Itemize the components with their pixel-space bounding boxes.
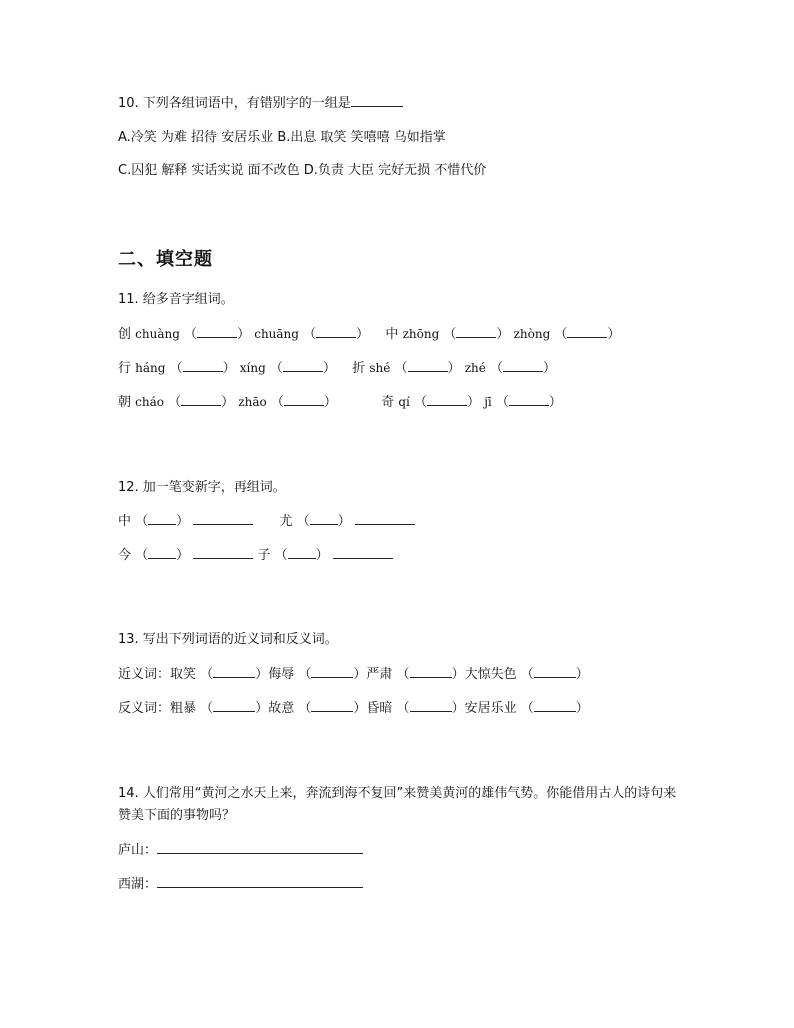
word-blank[interactable] bbox=[193, 546, 253, 559]
answer-blank[interactable] bbox=[311, 665, 353, 678]
right-paren: ） bbox=[447, 361, 461, 376]
antonym-word: 故意 bbox=[268, 701, 295, 716]
antonym-word: 安居乐业 bbox=[464, 701, 517, 716]
poem-answer-blank[interactable] bbox=[157, 875, 363, 888]
right-paren: ） bbox=[255, 701, 269, 716]
left-paren: （ bbox=[396, 667, 410, 682]
right-paren: ） bbox=[496, 327, 510, 342]
q11-pinyin: jī bbox=[484, 395, 492, 409]
right-paren: ） bbox=[575, 667, 589, 682]
q12-char: 子 bbox=[257, 548, 271, 563]
q11-pinyin: cháo bbox=[135, 395, 164, 409]
answer-blank[interactable] bbox=[183, 359, 223, 372]
new-char-blank[interactable] bbox=[310, 512, 338, 525]
q11-char: 奇 bbox=[381, 395, 395, 410]
left-paren: （ bbox=[135, 548, 149, 563]
q10-stem-line bbox=[118, 94, 403, 113]
antonym-label: 反义词： bbox=[118, 701, 171, 716]
left-paren: （ bbox=[168, 395, 182, 410]
q13-synonyms-row bbox=[118, 665, 589, 684]
q12-char: 中 bbox=[118, 514, 132, 529]
right-paren: ） bbox=[337, 514, 351, 529]
q10-option-cd: C.囚犯 解释 实话实说 面不改色 D.负责 大臣 完好无损 不惜代价 bbox=[118, 163, 487, 178]
answer-blank[interactable] bbox=[181, 393, 221, 406]
q11-char: 创 bbox=[118, 327, 132, 342]
right-paren: ） bbox=[451, 701, 465, 716]
right-paren: ） bbox=[315, 548, 329, 563]
answer-blank[interactable] bbox=[503, 359, 543, 372]
q12-char: 尤 bbox=[279, 514, 293, 529]
left-paren: （ bbox=[200, 701, 214, 716]
left-paren: （ bbox=[303, 327, 317, 342]
right-paren: ） bbox=[176, 514, 190, 529]
q12-stem: 12. 加一笔变新字，再组词。 bbox=[118, 480, 286, 495]
right-paren: ） bbox=[451, 667, 465, 682]
synonym-word: 侮辱 bbox=[268, 667, 295, 682]
q11-char: 中 bbox=[385, 327, 399, 342]
section-title: 二、填空题 bbox=[118, 249, 213, 270]
q12-row-2 bbox=[118, 546, 393, 565]
q11-pinyin: xíng bbox=[239, 361, 266, 375]
right-paren: ） bbox=[255, 667, 269, 682]
right-paren: ） bbox=[353, 667, 367, 682]
answer-blank[interactable] bbox=[456, 325, 496, 338]
left-paren: （ bbox=[414, 395, 428, 410]
new-char-blank[interactable] bbox=[148, 546, 176, 559]
answer-blank[interactable] bbox=[427, 393, 467, 406]
right-paren: ） bbox=[607, 327, 621, 342]
synonym-word: 严肃 bbox=[366, 667, 393, 682]
word-blank[interactable] bbox=[333, 546, 393, 559]
poem-answer-blank[interactable] bbox=[157, 841, 363, 854]
left-paren: （ bbox=[298, 701, 312, 716]
left-paren: （ bbox=[490, 361, 504, 376]
left-paren: （ bbox=[274, 548, 288, 563]
left-paren: （ bbox=[135, 514, 149, 529]
q11-pinyin: zhāo bbox=[238, 395, 267, 409]
q14-item-1 bbox=[118, 841, 363, 860]
left-paren: （ bbox=[200, 667, 214, 682]
left-paren: （ bbox=[184, 327, 198, 342]
word-blank[interactable] bbox=[193, 512, 253, 525]
q12-char: 今 bbox=[118, 548, 132, 563]
q12-row-1 bbox=[118, 512, 415, 531]
answer-blank[interactable] bbox=[284, 393, 324, 406]
q11-row-1 bbox=[118, 325, 620, 344]
q14-item-label: 庐山： bbox=[118, 843, 158, 858]
left-paren: （ bbox=[296, 514, 310, 529]
q11-char: 行 bbox=[118, 361, 132, 376]
right-paren: ） bbox=[467, 395, 481, 410]
antonym-word: 昏暗 bbox=[366, 701, 393, 716]
answer-blank[interactable] bbox=[509, 393, 549, 406]
q11-pinyin: chuāng bbox=[254, 327, 299, 341]
right-paren: ） bbox=[353, 701, 367, 716]
answer-blank[interactable] bbox=[410, 699, 452, 712]
q14-item-2 bbox=[118, 875, 363, 894]
left-paren: （ bbox=[495, 395, 509, 410]
q11-pinyin: chuàng bbox=[135, 327, 180, 341]
antonym-word: 粗暴 bbox=[170, 701, 197, 716]
right-paren: ） bbox=[322, 361, 336, 376]
left-paren: （ bbox=[169, 361, 183, 376]
answer-blank[interactable] bbox=[213, 699, 255, 712]
q11-row-3 bbox=[118, 393, 562, 412]
q13-antonyms-row bbox=[118, 699, 589, 718]
answer-blank[interactable] bbox=[197, 325, 237, 338]
q11-pinyin: qí bbox=[398, 395, 410, 409]
answer-blank[interactable] bbox=[534, 699, 576, 712]
left-paren: （ bbox=[270, 395, 284, 410]
q10-answer-blank[interactable] bbox=[351, 94, 403, 107]
answer-blank[interactable] bbox=[316, 325, 356, 338]
left-paren: （ bbox=[396, 701, 410, 716]
right-paren: ） bbox=[575, 701, 589, 716]
right-paren: ） bbox=[548, 395, 562, 410]
q11-row-2 bbox=[118, 359, 556, 378]
synonym-label: 近义词： bbox=[118, 667, 171, 682]
q11-pinyin: zhòng bbox=[513, 327, 551, 341]
answer-blank[interactable] bbox=[534, 665, 576, 678]
q11-pinyin: zhōng bbox=[402, 327, 440, 341]
q14-item-label: 西湖： bbox=[118, 877, 158, 892]
q13-stem: 13. 写出下列词语的近义词和反义词。 bbox=[118, 632, 338, 647]
q11-char: 折 bbox=[352, 361, 366, 376]
synonym-word: 取笑 bbox=[170, 667, 197, 682]
new-char-blank[interactable] bbox=[148, 512, 176, 525]
q11-pinyin: háng bbox=[135, 361, 166, 375]
left-paren: （ bbox=[443, 327, 457, 342]
left-paren: （ bbox=[269, 361, 283, 376]
answer-blank[interactable] bbox=[408, 359, 448, 372]
answer-blank[interactable] bbox=[311, 699, 353, 712]
new-char-blank[interactable] bbox=[288, 546, 316, 559]
right-paren: ） bbox=[176, 548, 190, 563]
q11-pinyin: shé bbox=[369, 361, 391, 375]
right-paren: ） bbox=[543, 361, 557, 376]
right-paren: ） bbox=[237, 327, 251, 342]
right-paren: ） bbox=[356, 327, 370, 342]
answer-blank[interactable] bbox=[283, 359, 323, 372]
left-paren: （ bbox=[394, 361, 408, 376]
left-paren: （ bbox=[520, 701, 534, 716]
q11-char: 朝 bbox=[118, 395, 132, 410]
left-paren: （ bbox=[298, 667, 312, 682]
answer-blank[interactable] bbox=[410, 665, 452, 678]
answer-blank[interactable] bbox=[213, 665, 255, 678]
answer-blank[interactable] bbox=[567, 325, 607, 338]
q10-stem: 10. 下列各组词语中，有错别字的一组是 bbox=[118, 96, 351, 111]
q11-stem: 11. 给多音字组词。 bbox=[118, 292, 234, 307]
q11-pinyin: zhé bbox=[464, 361, 486, 375]
q14-stem: 14. 人们常用“黄河之水天上来，奔流到海不复回”来赞美黄河的雄伟气势。你能借用古人的诗句来赞美下面的事物吗？ bbox=[118, 786, 677, 823]
left-paren: （ bbox=[554, 327, 568, 342]
q10-option-ab: A.冷笑 为难 招待 安居乐业 B.出息 取笑 笑嘻嘻 乌如指掌 bbox=[118, 130, 446, 145]
right-paren: ） bbox=[222, 361, 236, 376]
right-paren: ） bbox=[221, 395, 235, 410]
word-blank[interactable] bbox=[355, 512, 415, 525]
left-paren: （ bbox=[520, 667, 534, 682]
right-paren: ） bbox=[323, 395, 337, 410]
synonym-word: 大惊失色 bbox=[464, 667, 517, 682]
